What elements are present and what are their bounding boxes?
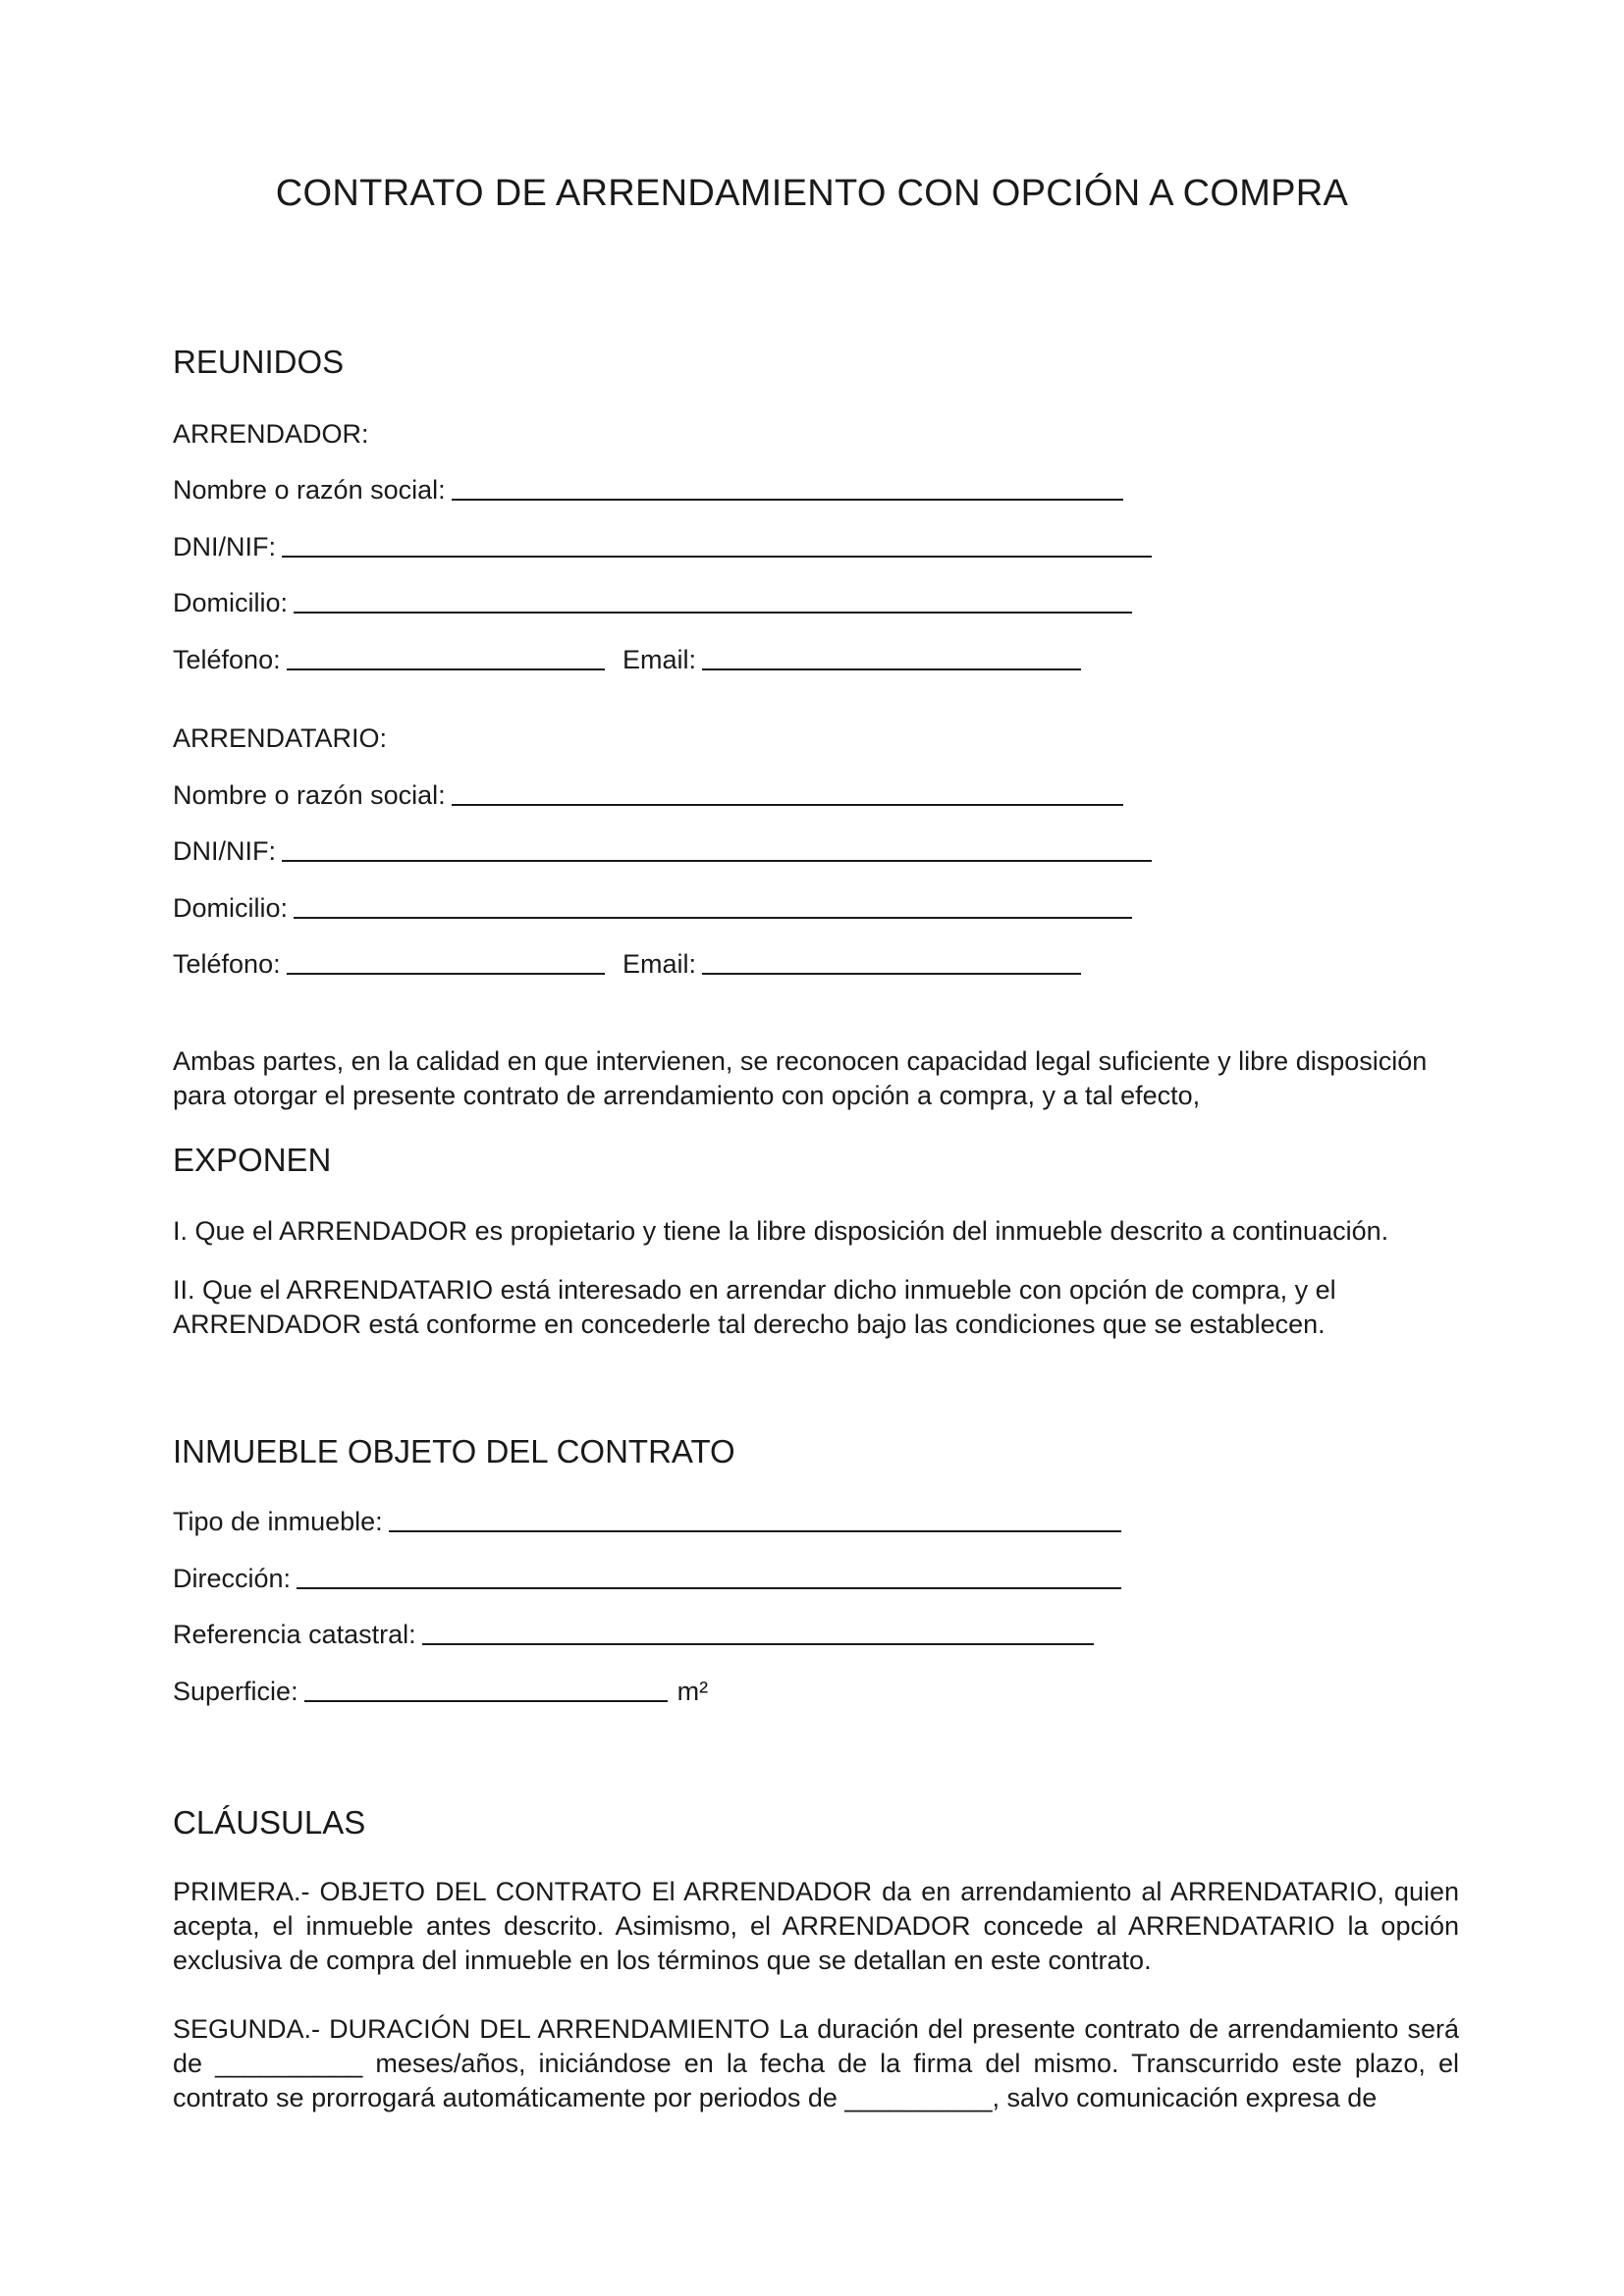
arrendatario-email-blank[interactable] [702,972,1081,975]
arrendador-dni-label: DNI/NIF: [173,532,276,561]
clausula-segunda: SEGUNDA.- DURACIÓN DEL ARRENDAMIENTO La duración del presente contrato de arrendamiento será de __________ meses/años, iniciándose en la fecha de la firma del mismo. Transcurrido este plazo, el contrato se prorrogará automáticamente por periodos de __________, salvo comunicación expresa de [173,2014,1459,2112]
arrendatario-email-label: Email: [623,949,697,979]
clausula-primera: PRIMERA.- OBJETO DEL CONTRATO El ARRENDADOR da en arrendamiento al ARRENDATARIO, quien acepta, el inmueble antes descrito. Asimismo, el ARRENDADOR concede al ARRENDATARIO la opción exclusiva de compra del inmueble en los términos que se detallan en este contrato. [173,1877,1459,1975]
inmueble-direccion-label: Dirección: [173,1564,292,1593]
arrendatario-telefono-label: Teléfono: [173,949,281,979]
arrendatario-nombre-field[interactable] [173,780,1123,811]
exponen-item-1: I. Que el ARRENDADOR es propietario y tiene la libre disposición del inmueble descrito a continuación. [173,1216,1389,1246]
section-heading-clausulas: CLÁUSULAS [173,1804,366,1841]
arrendador-domicilio-field[interactable] [173,588,1132,618]
arrendatario-dni-blank[interactable] [282,859,1152,862]
arrendador-dni-field[interactable] [173,532,1152,562]
inmueble-direccion-field[interactable] [173,1564,1121,1594]
section-heading-reunidos: REUNIDOS [173,344,345,380]
arrendador-domicilio-label: Domicilio: [173,588,289,617]
arrendador-domicilio-blank[interactable] [294,611,1132,614]
document-title: CONTRATO DE ARRENDAMIENTO CON OPCIÓN A COMPRA [275,173,1349,214]
inmueble-referencia-blank[interactable] [422,1642,1094,1645]
inmueble-tipo-field[interactable] [173,1507,1121,1537]
section-heading-exponen: EXPONEN [173,1142,332,1178]
arrendatario-domicilio-blank[interactable] [294,916,1132,919]
section-heading-inmueble: INMUEBLE OBJETO DEL CONTRATO [173,1433,735,1469]
arrendatario-domicilio-label: Domicilio: [173,893,289,923]
arrendatario-nombre-blank[interactable] [452,803,1123,806]
arrendador-email-label: Email: [623,645,697,674]
capacidad-paragraph: Ambas partes, en la calidad en que intervienen, se reconocen capacidad legal suficiente y libre disposición para otorgar el presente contrato de arrendamiento con opción a compra, y a tal efecto, [173,1046,1428,1110]
arrendador-nombre-field[interactable] [173,475,1123,506]
inmueble-superficie-label: Superficie: [173,1677,298,1706]
arrendatario-telefono-blank[interactable] [287,972,605,975]
inmueble-referencia-label: Referencia catastral: [173,1620,416,1649]
arrendador-dni-blank[interactable] [282,555,1152,558]
arrendador-nombre-blank[interactable] [452,498,1123,501]
inmueble-tipo-blank[interactable] [389,1529,1121,1532]
arrendador-telefono-field[interactable] [173,645,605,675]
inmueble-superficie-blank[interactable] [304,1699,668,1702]
arrendatario-nombre-label: Nombre o razón social: [173,780,446,810]
arrendador-email-blank[interactable] [702,667,1081,670]
arrendatario-dni-label: DNI/NIF: [173,836,276,866]
inmueble-superficie-field[interactable] [173,1677,708,1707]
inmueble-direccion-blank[interactable] [297,1586,1121,1589]
arrendatario-domicilio-field[interactable] [173,893,1132,924]
inmueble-referencia-field[interactable] [173,1620,1094,1650]
arrendatario-telefono-field[interactable] [173,949,605,980]
arrendatario-label: ARRENDATARIO: [173,723,388,753]
arrendatario-dni-field[interactable] [173,836,1152,867]
arrendador-email-field[interactable] [623,645,1081,675]
exponen-item-2: II. Que el ARRENDATARIO está interesado en arrendar dicho inmueble con opción de compra, y el ARRENDADOR está conforme en concederle tal derecho bajo las condiciones que se establecen. [173,1275,1336,1339]
inmueble-tipo-label: Tipo de inmueble: [173,1507,383,1536]
arrendador-telefono-blank[interactable] [287,667,605,670]
inmueble-superficie-unit: m² [677,1677,709,1706]
arrendador-telefono-label: Teléfono: [173,645,281,674]
arrendatario-email-field[interactable] [623,949,1081,980]
arrendador-label: ARRENDADOR: [173,419,369,449]
arrendador-nombre-label: Nombre o razón social: [173,475,446,505]
